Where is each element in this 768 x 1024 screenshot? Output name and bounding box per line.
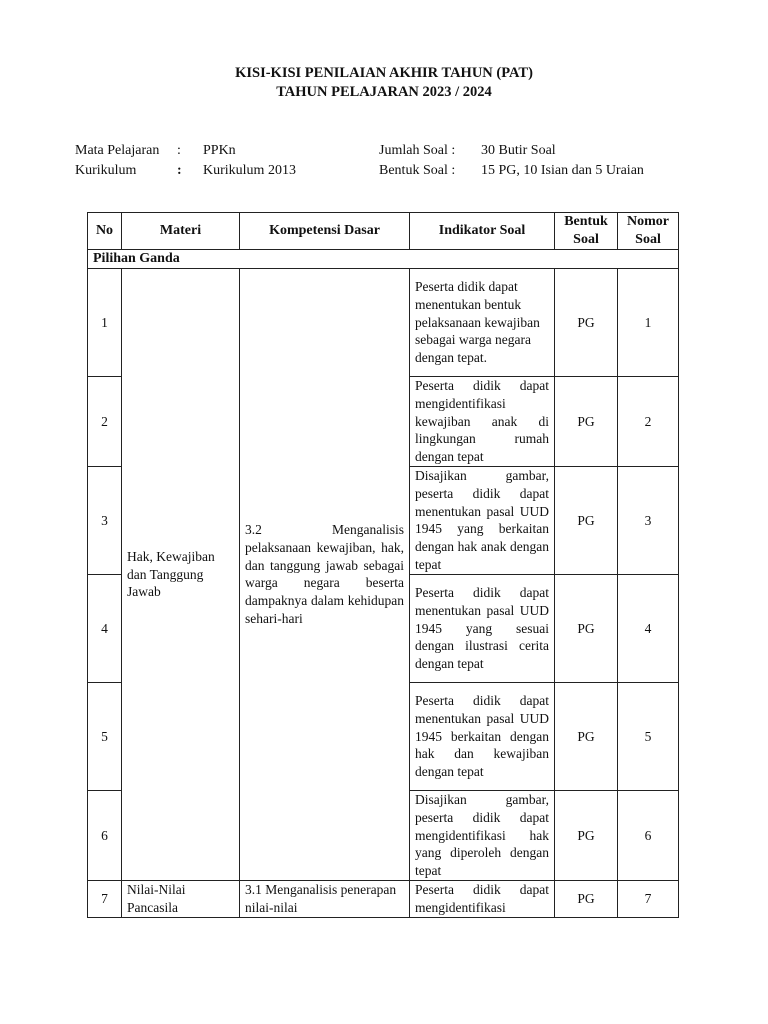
nomor-cell: 3 <box>618 466 679 574</box>
bentuk-cell: PG <box>555 682 618 790</box>
indikator-cell: Peserta didik dapat menentukan pasal UUD 1945 yang sesuai dengan ilustrasi cerita dengan tepat <box>410 574 555 682</box>
section-row <box>88 250 679 269</box>
indikator-cell: Peserta didik dapat menentukan bentuk pelaksanaan kewajiban sebagai warga negara dengan tepat. <box>410 269 555 377</box>
kurikulum-colon: : <box>177 163 182 178</box>
kisi-kisi-table <box>87 212 679 918</box>
jumlah-value: 30 Butir Soal <box>481 143 556 158</box>
table-header-row <box>88 213 679 250</box>
nomor-cell: 6 <box>618 790 679 880</box>
mapel-value: PPKn <box>203 143 236 158</box>
materi-cell: Nilai-Nilai Pancasila <box>122 880 240 917</box>
table-row <box>88 880 679 917</box>
kurikulum-label: Kurikulum <box>75 163 137 178</box>
header-no: No <box>88 213 122 250</box>
header-nomor-line2: Soal <box>635 232 661 247</box>
header-nomor-soal <box>618 213 679 250</box>
bentuk-cell: PG <box>555 574 618 682</box>
table-row <box>88 269 679 377</box>
header-bentuk-line1: Bentuk <box>564 214 608 229</box>
document-subtitle: TAHUN PELAJARAN 2023 / 2024 <box>276 84 492 100</box>
row-no: 6 <box>88 790 122 880</box>
header-bentuk-line2: Soal <box>573 232 599 247</box>
indikator-cell: Peserta didik dapat mengidentifikasi kewajiban anak di lingkungan rumah dengan tepat <box>410 377 555 467</box>
mapel-colon: : <box>177 143 181 158</box>
kd-cell: 3.1 Menganalisis penerapan nilai-nilai <box>240 880 410 917</box>
indikator-cell: Disajikan gambar, peserta didik dapat menentukan pasal UUD 1945 yang berkaitan dengan hak anak dengan tepat <box>410 466 555 574</box>
header-materi: Materi <box>122 213 240 250</box>
nomor-cell: 4 <box>618 574 679 682</box>
header-nomor-line1: Nomor <box>627 214 669 229</box>
row-no: 1 <box>88 269 122 377</box>
row-no: 5 <box>88 682 122 790</box>
indikator-cell: Disajikan gambar, peserta didik dapat mengidentifikasi hak yang diperoleh dengan tepat <box>410 790 555 880</box>
header-bentuk-soal <box>555 213 618 250</box>
bentuk-value: 15 PG, 10 Isian dan 5 Uraian <box>481 163 644 178</box>
row-no: 4 <box>88 574 122 682</box>
bentuk-cell: PG <box>555 377 618 467</box>
nomor-cell: 1 <box>618 269 679 377</box>
kurikulum-value: Kurikulum 2013 <box>203 163 296 178</box>
bentuk-cell: PG <box>555 466 618 574</box>
bentuk-cell: PG <box>555 880 618 917</box>
jumlah-label: Jumlah Soal : <box>379 143 456 158</box>
row-no: 3 <box>88 466 122 574</box>
section-pilihan-ganda: Pilihan Ganda <box>88 250 679 269</box>
bentuk-cell: PG <box>555 790 618 880</box>
row-no: 7 <box>88 880 122 917</box>
nomor-cell: 7 <box>618 880 679 917</box>
materi-cell: Hak, Kewajiban dan Tanggung Jawab <box>122 269 240 881</box>
header-indikator-soal: Indikator Soal <box>410 213 555 250</box>
indikator-cell: Peserta didik dapat menentukan pasal UUD 1945 berkaitan dengan hak dan kewajiban dengan tepat <box>410 682 555 790</box>
nomor-cell: 2 <box>618 377 679 467</box>
document-title: KISI-KISI PENILAIAN AKHIR TAHUN (PAT) <box>235 65 533 81</box>
kd-cell: 3.2 Menganalisis pelaksanaan kewajiban, hak, dan tanggung jawab sebagai warga negara beserta dampaknya dalam kehidupan sehari-hari <box>240 269 410 881</box>
bentuk-cell: PG <box>555 269 618 377</box>
bentuk-label: Bentuk Soal : <box>379 163 456 178</box>
indikator-cell: Peserta didik dapat mengidentifikasi <box>410 880 555 917</box>
nomor-cell: 5 <box>618 682 679 790</box>
mapel-label: Mata Pelajaran <box>75 143 160 158</box>
header-kompetensi-dasar: Kompetensi Dasar <box>240 213 410 250</box>
row-no: 2 <box>88 377 122 467</box>
